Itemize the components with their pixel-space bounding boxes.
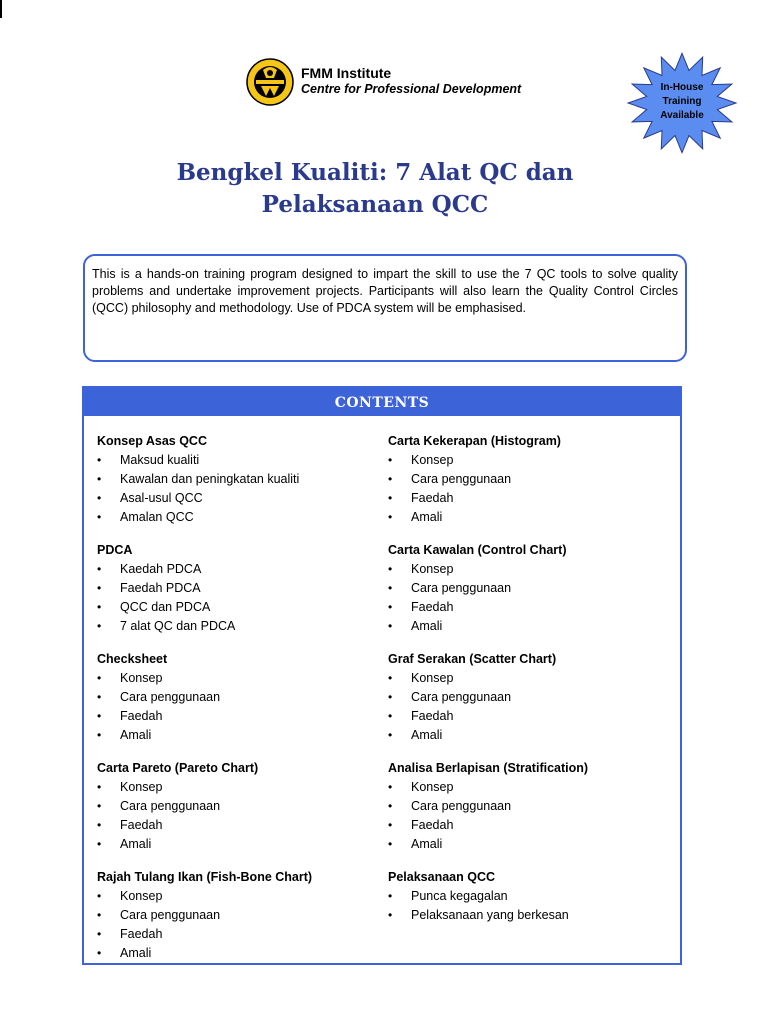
intro-box: This is a hands-on training program designed to impart the skill to use the 7 QC tools to solve quality problems and undertake improvement projects. Participants will also learn the Quality Control Circles (QCC) philosophy and methodology. Use of PDCA system will be emphasised. — [83, 254, 687, 362]
list-item: • Faedah — [388, 598, 678, 617]
section-title: Carta Kawalan (Control Chart) — [388, 543, 567, 557]
contents-column-left — [97, 432, 382, 977]
page-corner-mark — [0, 0, 2, 18]
list-item: • Konsep — [97, 887, 382, 906]
page-title — [0, 157, 750, 221]
list-item: • Amali — [388, 835, 678, 854]
contents-section — [97, 759, 382, 854]
list-item: • Faedah — [97, 816, 382, 835]
contents-heading: CONTENTS — [84, 388, 680, 416]
section-title: Rajah Tulang Ikan (Fish-Bone Chart) — [97, 870, 313, 884]
list-item: • Konsep — [97, 778, 382, 797]
contents-section — [97, 432, 382, 527]
contents-section — [388, 759, 678, 854]
contents-section — [97, 541, 382, 636]
section-list — [97, 887, 382, 963]
list-item: • Cara penggunaan — [388, 579, 678, 598]
list-item: • Maksud kualiti — [97, 451, 382, 470]
section-title: Graf Serakan (Scatter Chart) — [388, 652, 557, 666]
section-title: Checksheet — [97, 652, 168, 666]
badge-line-3: Available — [660, 110, 704, 121]
list-item: • Konsep — [97, 669, 382, 688]
section-list — [388, 451, 678, 527]
contents-section — [97, 868, 382, 963]
list-item: • Konsep — [388, 451, 678, 470]
list-item: • Faedah — [97, 925, 382, 944]
list-item: • Amali — [388, 617, 678, 636]
section-title: Analisa Berlapisan (Stratification) — [388, 761, 589, 775]
section-list — [388, 778, 678, 854]
list-item: • Cara penggunaan — [97, 906, 382, 925]
section-list — [97, 669, 382, 745]
list-item: • Faedah — [97, 707, 382, 726]
list-item: • Punca kegagalan — [388, 887, 678, 906]
section-title: PDCA — [97, 543, 133, 557]
contents-section — [388, 432, 678, 527]
list-item: • Konsep — [388, 778, 678, 797]
list-item: • Amalan QCC — [97, 508, 382, 527]
section-title: Carta Pareto (Pareto Chart) — [97, 761, 259, 775]
list-item: • Cara penggunaan — [388, 797, 678, 816]
list-item: • Cara penggunaan — [97, 797, 382, 816]
list-item: • Amali — [388, 726, 678, 745]
list-item: • QCC dan PDCA — [97, 598, 382, 617]
title-line-2: Pelaksanaan QCC — [261, 191, 489, 218]
section-list — [97, 778, 382, 854]
section-list — [97, 560, 382, 636]
contents-section — [97, 650, 382, 745]
list-item: • Faedah — [388, 707, 678, 726]
list-item: • Faedah — [388, 816, 678, 835]
title-line-1: Bengkel Kualiti: 7 Alat QC dan — [176, 159, 574, 186]
list-item: • Kawalan dan peningkatan kualiti — [97, 470, 382, 489]
contents-panel — [82, 386, 682, 965]
list-item: • Cara penggunaan — [388, 470, 678, 489]
list-item: • Faedah — [388, 489, 678, 508]
list-item: • Amali — [388, 508, 678, 527]
list-item: • Cara penggunaan — [97, 688, 382, 707]
badge-line-1: In-House — [660, 82, 704, 93]
fmm-logo-icon — [246, 58, 294, 106]
list-item: • Faedah PDCA — [97, 579, 382, 598]
section-list — [388, 669, 678, 745]
section-title: Carta Kekerapan (Histogram) — [388, 434, 561, 448]
list-item: • Cara penggunaan — [388, 688, 678, 707]
org-name: FMM Institute — [301, 65, 392, 81]
list-item: • Kaedah PDCA — [97, 560, 382, 579]
section-list — [388, 560, 678, 636]
section-list — [97, 451, 382, 527]
contents-column-right — [388, 432, 678, 939]
list-item: • Amali — [97, 726, 382, 745]
contents-section — [388, 868, 678, 925]
section-title: Konsep Asas QCC — [97, 434, 207, 448]
list-item: • Amali — [97, 835, 382, 854]
list-item: • 7 alat QC dan PDCA — [97, 617, 382, 636]
starburst-badge-icon — [604, 48, 760, 158]
org-subtitle: Centre for Professional Development — [301, 82, 522, 96]
list-item: • Asal-usul QCC — [97, 489, 382, 508]
list-item: • Konsep — [388, 669, 678, 688]
section-title: Pelaksanaan QCC — [388, 870, 495, 884]
list-item: • Konsep — [388, 560, 678, 579]
section-list — [388, 887, 678, 925]
contents-section — [388, 650, 678, 745]
contents-section — [388, 541, 678, 636]
list-item: • Pelaksanaan yang berkesan — [388, 906, 678, 925]
list-item: • Amali — [97, 944, 382, 963]
badge-line-2: Training — [662, 96, 702, 107]
